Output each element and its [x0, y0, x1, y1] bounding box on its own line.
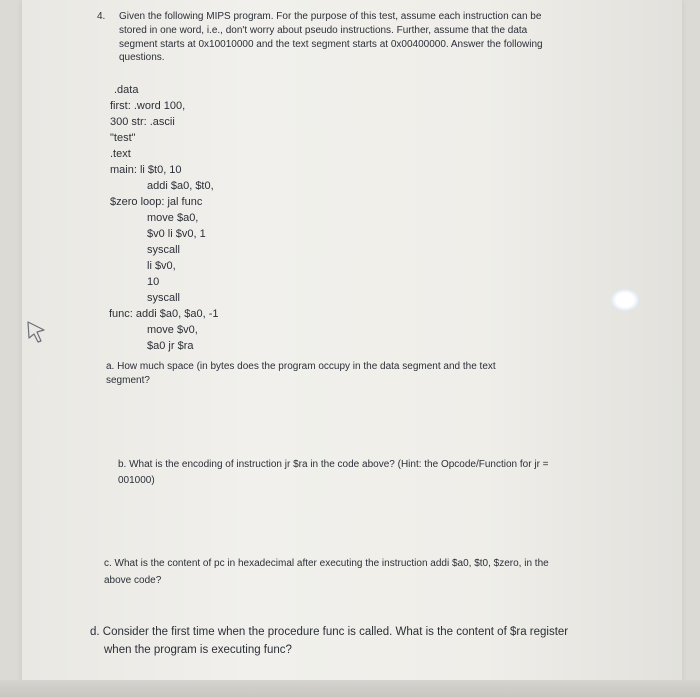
code-line: move $a0,: [147, 212, 199, 224]
code-line: .text: [110, 148, 131, 160]
code-line: move $v0,: [147, 324, 198, 336]
code-line: 10: [147, 276, 160, 288]
part-d-text: when the program is executing func?: [104, 644, 292, 656]
question-text-line: questions.: [119, 52, 165, 63]
code-line: addi $a0, $t0,: [147, 180, 214, 192]
code-line: syscall: [147, 292, 181, 304]
part-a-text: segment?: [106, 375, 150, 386]
code-line: first: .word 100,: [110, 100, 186, 112]
part-b-text: b. What is the encoding of instruction jr $ra in the code above? (Hint: the Opcode/Function for jr =: [118, 459, 549, 470]
code-line: syscall: [147, 244, 181, 256]
code-line: "test": [110, 132, 136, 144]
code-line: $v0 li $v0, 1: [147, 228, 206, 240]
code-line: $a0 jr $ra: [147, 340, 194, 352]
code-line: main: li $t0, 10: [110, 164, 182, 176]
question-number: 4.: [97, 11, 106, 22]
question-text-line: Given the following MIPS program. For the purpose of this test, assume each instruction can be: [119, 11, 542, 22]
code-line: .data: [114, 84, 139, 96]
question-text-line: stored in one word, i.e., don't worry about pseudo instructions. Further, assume that the data: [119, 25, 528, 36]
part-d-text: d. Consider the first time when the procedure func is called. What is the content of $ra register: [90, 626, 569, 638]
code-line: func: addi $a0, $a0, -1: [109, 308, 219, 320]
code-line: li $v0,: [147, 260, 176, 272]
part-a-text: a. How much space (in bytes does the program occupy in the data segment and the text: [106, 361, 496, 372]
cursor-arrow-icon: [26, 320, 48, 344]
code-line: 300 str: .ascii: [110, 116, 175, 128]
part-c-text: above code?: [104, 575, 162, 586]
part-c-text: c. What is the content of pc in hexadecimal after executing the instruction addi $a0, $t0, $zero, in the: [104, 558, 549, 569]
question-text-line: segment starts at 0x10010000 and the text segment starts at 0x00400000. Answer the following: [119, 39, 543, 50]
page-bottom-edge: [0, 680, 700, 697]
code-line: $zero loop: jal func: [110, 196, 203, 208]
part-b-text: 001000): [118, 475, 155, 486]
light-glare: [611, 289, 639, 311]
